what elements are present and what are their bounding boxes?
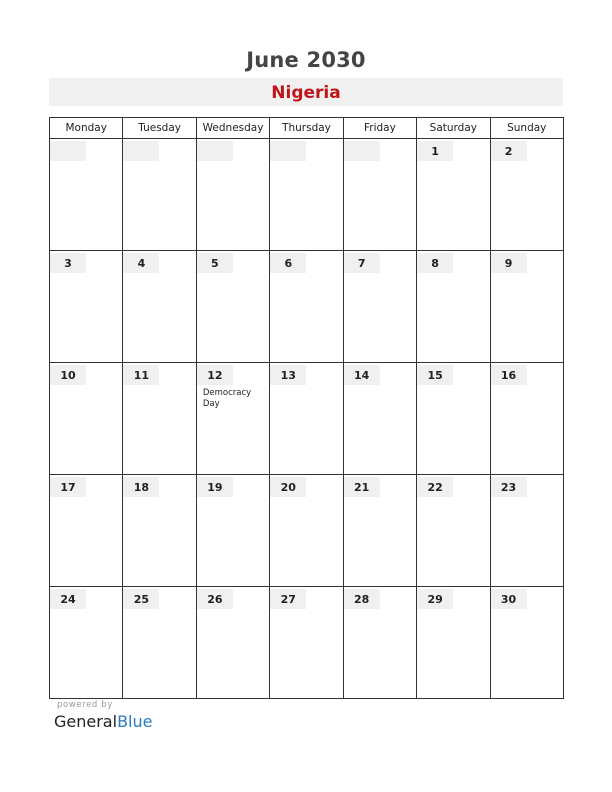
day-cell bbox=[123, 587, 196, 699]
day-number: 13 bbox=[270, 365, 306, 385]
day-cell bbox=[50, 587, 123, 699]
day-number: 7 bbox=[344, 253, 380, 273]
day-number bbox=[123, 141, 159, 161]
day-cell bbox=[196, 139, 269, 251]
country-banner bbox=[49, 78, 563, 106]
day-number: 1 bbox=[417, 141, 453, 161]
day-number: 10 bbox=[50, 365, 86, 385]
week-row bbox=[50, 251, 564, 363]
week-row bbox=[50, 139, 564, 251]
day-cell bbox=[417, 587, 490, 699]
day-cell bbox=[123, 139, 196, 251]
page-title: June 2030 bbox=[246, 48, 366, 72]
day-number: 2 bbox=[491, 141, 527, 161]
day-cell bbox=[270, 587, 343, 699]
weekday-header: Monday bbox=[50, 118, 123, 139]
day-cell bbox=[196, 475, 269, 587]
day-number: 25 bbox=[123, 589, 159, 609]
day-number: 30 bbox=[491, 589, 527, 609]
day-cell bbox=[196, 251, 269, 363]
day-cell bbox=[196, 587, 269, 699]
day-cell bbox=[490, 363, 563, 475]
holiday-label: Democracy Day bbox=[202, 388, 252, 409]
day-number: 11 bbox=[123, 365, 159, 385]
day-cell bbox=[343, 363, 416, 475]
day-number: 22 bbox=[417, 477, 453, 497]
day-cell bbox=[270, 139, 343, 251]
day-cell bbox=[417, 251, 490, 363]
day-cell bbox=[343, 139, 416, 251]
day-number: 16 bbox=[491, 365, 527, 385]
day-number: 12 bbox=[197, 365, 233, 385]
day-cell bbox=[417, 475, 490, 587]
day-cell bbox=[490, 587, 563, 699]
weekday-header: Sunday bbox=[490, 118, 563, 139]
day-number bbox=[344, 141, 380, 161]
day-number: 8 bbox=[417, 253, 453, 273]
day-number: 3 bbox=[50, 253, 86, 273]
day-number: 23 bbox=[491, 477, 527, 497]
powered-by-text: powered by bbox=[57, 700, 113, 710]
day-number: 29 bbox=[417, 589, 453, 609]
weekday-header: Thursday bbox=[270, 118, 343, 139]
day-cell bbox=[123, 251, 196, 363]
day-number: 14 bbox=[344, 365, 380, 385]
day-cell bbox=[50, 363, 123, 475]
day-cell bbox=[270, 475, 343, 587]
day-number: 5 bbox=[197, 253, 233, 273]
day-number: 26 bbox=[197, 589, 233, 609]
day-cell bbox=[490, 475, 563, 587]
generalblue-logo[interactable] bbox=[54, 712, 152, 731]
day-cell bbox=[50, 251, 123, 363]
day-number: 4 bbox=[123, 253, 159, 273]
day-cell bbox=[490, 139, 563, 251]
day-number: 24 bbox=[50, 589, 86, 609]
day-cell bbox=[50, 475, 123, 587]
day-number: 20 bbox=[270, 477, 306, 497]
day-cell bbox=[343, 587, 416, 699]
weekday-header: Saturday bbox=[417, 118, 490, 139]
day-cell bbox=[123, 363, 196, 475]
day-cell bbox=[417, 139, 490, 251]
day-cell bbox=[196, 363, 269, 475]
weekday-header: Friday bbox=[343, 118, 416, 139]
weekday-header-row bbox=[50, 118, 564, 139]
day-cell bbox=[343, 475, 416, 587]
week-row bbox=[50, 587, 564, 699]
day-number bbox=[270, 141, 306, 161]
day-number: 27 bbox=[270, 589, 306, 609]
weekday-header: Wednesday bbox=[196, 118, 269, 139]
day-number bbox=[197, 141, 233, 161]
day-number: 15 bbox=[417, 365, 453, 385]
day-number: 6 bbox=[270, 253, 306, 273]
day-number: 19 bbox=[197, 477, 233, 497]
country-name: Nigeria bbox=[271, 83, 341, 103]
brand-text-blue: Blue bbox=[117, 712, 153, 731]
calendar-grid bbox=[49, 117, 564, 699]
day-cell bbox=[417, 363, 490, 475]
day-cell bbox=[490, 251, 563, 363]
weekday-header: Tuesday bbox=[123, 118, 196, 139]
day-cell bbox=[343, 251, 416, 363]
day-number: 28 bbox=[344, 589, 380, 609]
day-cell bbox=[50, 139, 123, 251]
day-number: 9 bbox=[491, 253, 527, 273]
day-cell bbox=[123, 475, 196, 587]
week-row bbox=[50, 363, 564, 475]
day-cell bbox=[270, 363, 343, 475]
day-cell bbox=[270, 251, 343, 363]
day-number: 17 bbox=[50, 477, 86, 497]
day-number: 21 bbox=[344, 477, 380, 497]
day-number bbox=[50, 141, 86, 161]
brand-text-general: General bbox=[54, 712, 118, 731]
day-number: 18 bbox=[123, 477, 159, 497]
week-row bbox=[50, 475, 564, 587]
